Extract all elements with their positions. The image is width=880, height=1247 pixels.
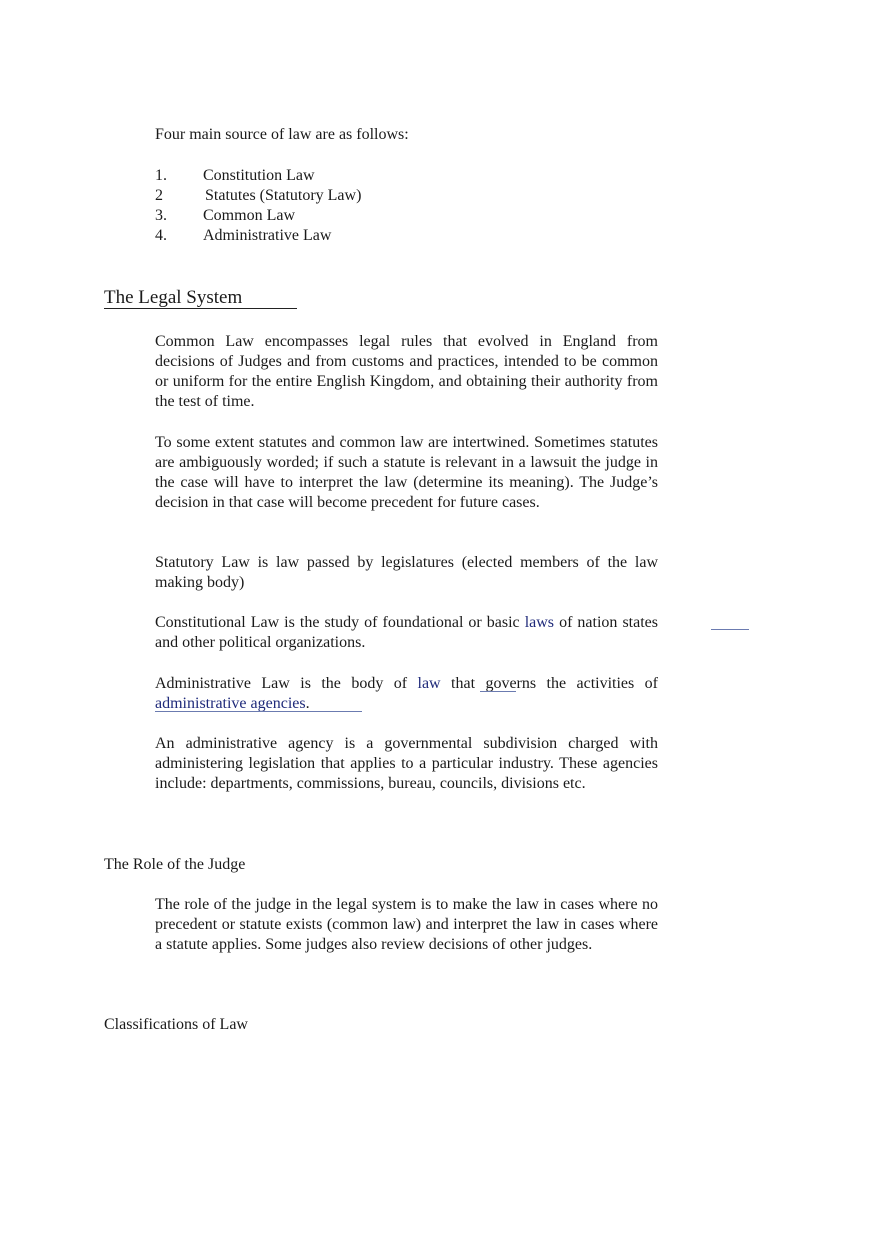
administrative-law-paragraph	[155, 674, 658, 714]
list-item	[155, 206, 361, 226]
paragraph-text: that governs the activities of	[440, 675, 658, 692]
statutory-law-paragraph: Statutory Law is law passed by legislatures (elected members of the law making body)	[155, 554, 658, 591]
list-label: Common Law	[203, 207, 295, 224]
link-underline	[155, 711, 362, 712]
classifications-heading: Classifications of Law	[104, 1016, 248, 1033]
common-law-paragraph: Common Law encompasses legal rules that evolved in England from decisions of Judges and from customs and practices, intended to be common or uniform for the entire English Kingdom, and obtaining their authority from the test of time.	[155, 333, 658, 410]
list-number: 1.	[155, 167, 167, 184]
constitutional-law-paragraph	[155, 613, 658, 653]
paragraph-text: of nation states and other political organizations.	[155, 614, 659, 651]
margin-rule	[711, 629, 749, 630]
list-label: Statutes (Statutory Law)	[205, 187, 362, 204]
list-item	[155, 166, 361, 186]
role-of-judge-heading: The Role of the Judge	[104, 856, 246, 873]
law-link[interactable]: law	[417, 675, 441, 692]
paragraph-text: .	[305, 695, 310, 712]
list-number: 4.	[155, 227, 167, 244]
list-label: Constitution Law	[203, 167, 315, 184]
role-of-judge-paragraph: The role of the judge in the legal system is to make the law in cases where no precedent or statute exists (common law) and interpret the law in cases where a statute applies. Some judges also review decisions of other judges.	[155, 896, 658, 953]
list-item	[155, 186, 361, 206]
paragraph-text: Constitutional Law is the study of foundational or basic	[155, 614, 525, 631]
sources-list	[155, 166, 361, 246]
link-underline	[480, 691, 516, 692]
laws-link[interactable]: laws	[524, 614, 555, 631]
list-item	[155, 226, 361, 246]
statutes-paragraph: To some extent statutes and common law are intertwined. Sometimes statutes are ambiguously worded; if such a statute is relevant in a lawsuit the judge in the case will have to interpret the law (determine its meaning). The Judge’s decision in that case will become precedent for future cases.	[155, 434, 658, 511]
legal-system-heading-text: The Legal System	[104, 287, 297, 309]
paragraph-text: Administrative Law is the body of	[155, 675, 418, 692]
administrative-agency-paragraph: An administrative agency is a governmental subdivision charged with administering legislation that applies to a particular industry. These agencies include: departments, commissions, bureau, councils, divisions etc.	[155, 735, 658, 792]
list-label: Administrative Law	[203, 227, 332, 244]
intro-text: Four main source of law are as follows:	[155, 126, 409, 143]
list-number: 2	[155, 187, 163, 204]
legal-system-heading	[104, 287, 297, 309]
list-number: 3.	[155, 207, 167, 224]
administrative-agencies-link[interactable]: administrative agencies	[155, 695, 306, 712]
